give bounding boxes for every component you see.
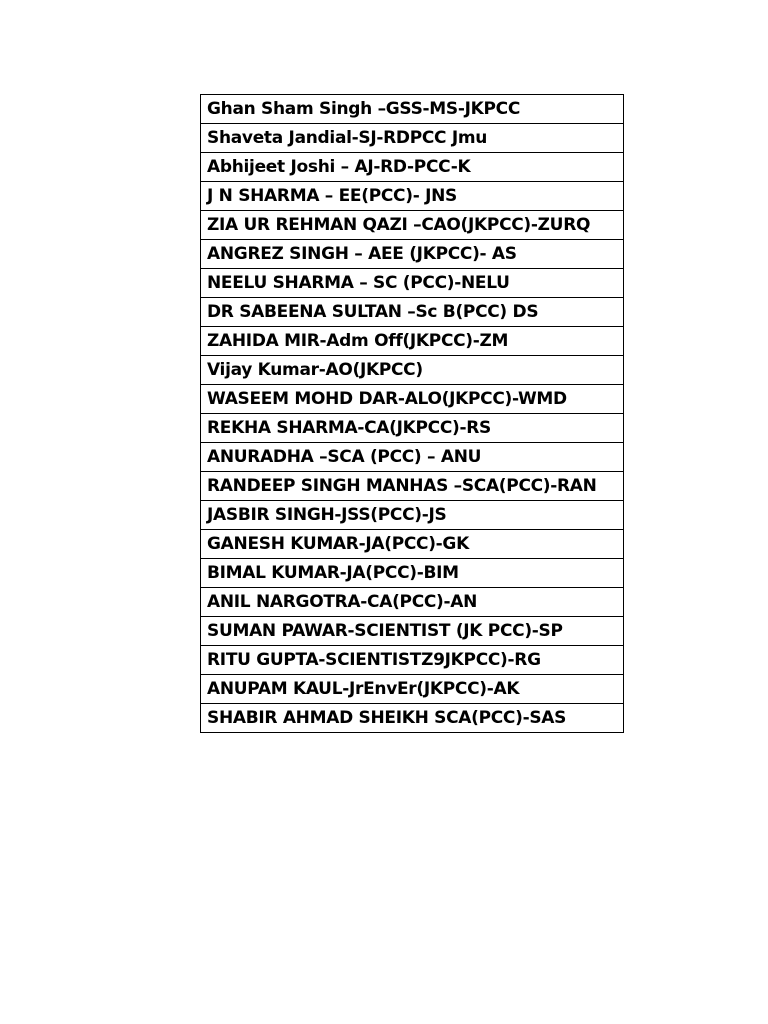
staff-list-table	[200, 94, 624, 733]
table-cell: ZAHIDA MIR-Adm Off(JKPCC)-ZM	[201, 327, 624, 356]
table-row	[201, 530, 624, 559]
table-cell: ANGREZ SINGH – AEE (JKPCC)- AS	[201, 240, 624, 269]
table-cell: SHABIR AHMAD SHEIKH SCA(PCC)-SAS	[201, 704, 624, 733]
table-row	[201, 153, 624, 182]
table-cell: NEELU SHARMA – SC (PCC)-NELU	[201, 269, 624, 298]
table-row	[201, 559, 624, 588]
table-cell: ANURADHA –SCA (PCC) – ANU	[201, 443, 624, 472]
table-cell: ANIL NARGOTRA-CA(PCC)-AN	[201, 588, 624, 617]
table-row	[201, 298, 624, 327]
table-cell: WASEEM MOHD DAR-ALO(JKPCC)-WMD	[201, 385, 624, 414]
table-cell: Ghan Sham Singh –GSS-MS-JKPCC	[201, 95, 624, 124]
table-row	[201, 443, 624, 472]
table-row	[201, 704, 624, 733]
table-row	[201, 414, 624, 443]
table-row	[201, 124, 624, 153]
table-row	[201, 327, 624, 356]
table-row	[201, 385, 624, 414]
table-cell: JASBIR SINGH-JSS(PCC)-JS	[201, 501, 624, 530]
table-cell: SUMAN PAWAR-SCIENTIST (JK PCC)-SP	[201, 617, 624, 646]
table-cell: RITU GUPTA-SCIENTISTZ9JKPCC)-RG	[201, 646, 624, 675]
table-cell: Vijay Kumar-AO(JKPCC)	[201, 356, 624, 385]
table-row	[201, 95, 624, 124]
table-cell: ZIA UR REHMAN QAZI –CAO(JKPCC)-ZURQ	[201, 211, 624, 240]
table-row	[201, 501, 624, 530]
table-row	[201, 472, 624, 501]
table-cell: REKHA SHARMA-CA(JKPCC)-RS	[201, 414, 624, 443]
table-cell: ANUPAM KAUL-JrEnvEr(JKPCC)-AK	[201, 675, 624, 704]
table-row	[201, 211, 624, 240]
table-cell: J N SHARMA – EE(PCC)- JNS	[201, 182, 624, 211]
table-cell: BIMAL KUMAR-JA(PCC)-BIM	[201, 559, 624, 588]
table-row	[201, 240, 624, 269]
table-cell: DR SABEENA SULTAN –Sc B(PCC) DS	[201, 298, 624, 327]
table-row	[201, 182, 624, 211]
table-cell: Abhijeet Joshi – AJ-RD-PCC-K	[201, 153, 624, 182]
table-row	[201, 646, 624, 675]
table-cell: GANESH KUMAR-JA(PCC)-GK	[201, 530, 624, 559]
table-cell: RANDEEP SINGH MANHAS –SCA(PCC)-RAN	[201, 472, 624, 501]
table-row	[201, 588, 624, 617]
table-row	[201, 675, 624, 704]
table-row	[201, 356, 624, 385]
table-cell: Shaveta Jandial-SJ-RDPCC Jmu	[201, 124, 624, 153]
table-row	[201, 617, 624, 646]
table-row	[201, 269, 624, 298]
